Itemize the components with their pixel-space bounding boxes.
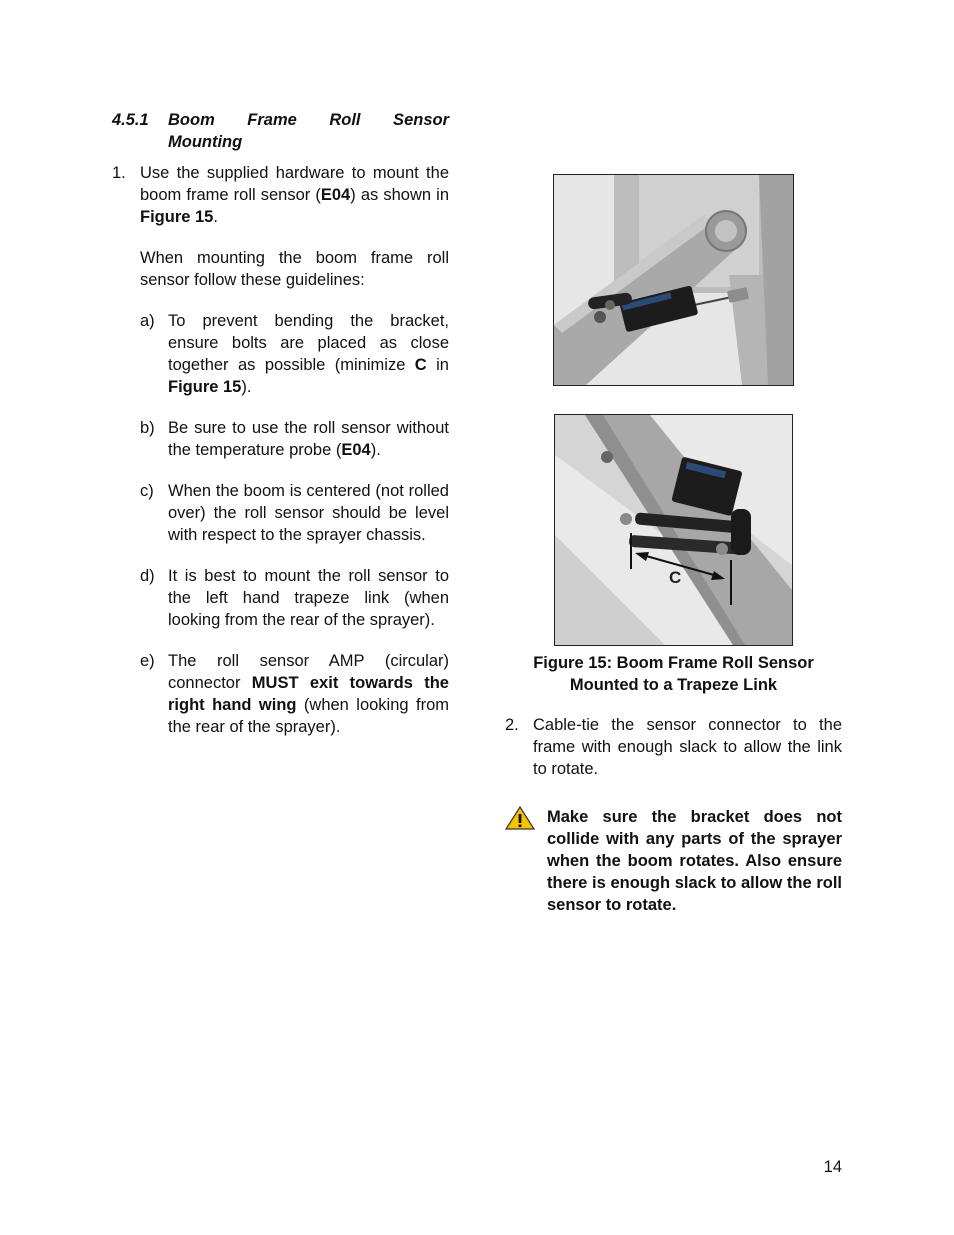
warning-text: Make sure the bracket does not collide with any parts of the sprayer when the boom rotates. Also ensure there is enough slack to allow the roll sensor to rotate.	[547, 808, 842, 914]
step-2-marker: 2.	[505, 716, 519, 734]
step-1-code: E04	[320, 186, 351, 204]
guideline-b-text-a: Be sure to use the roll sensor without the temperature probe (	[168, 419, 449, 459]
page-number: 14	[823, 1158, 842, 1176]
guideline-c-text: When the boom is centered (not rolled over) the roll sensor should be level with respect to the sprayer chassis.	[168, 482, 449, 544]
guideline-a	[140, 310, 449, 398]
section-title-line2: Mounting	[168, 133, 243, 151]
section-number: 4.5.1	[112, 111, 149, 129]
guideline-a-marker: a)	[140, 312, 155, 330]
guideline-a-text	[168, 310, 449, 398]
guideline-b-text-b: ).	[370, 441, 381, 459]
step-1-text	[140, 162, 449, 228]
guideline-e-text-b: (when looking from the rear of the sprayer).	[168, 696, 449, 736]
step-2-text: Cable-tie the sensor connector to the frame with enough slack to allow the link to rotate.	[533, 716, 842, 778]
guideline-e-bold: MUST exit towards the right hand wing	[168, 674, 449, 714]
guidelines-intro: When mounting the boom frame roll sensor follow these guidelines:	[140, 249, 449, 289]
figure-caption-line2: Mounted to a Trapeze Link	[569, 676, 778, 694]
guideline-b	[140, 417, 449, 461]
step-1-text-a: Use the supplied hardware to mount the boom frame roll sensor (	[140, 164, 449, 204]
sensor-frame-illustration	[554, 175, 793, 385]
warning-icon	[505, 806, 547, 916]
guideline-e-text	[168, 650, 449, 738]
section-heading	[112, 109, 449, 153]
guideline-b-marker: b)	[140, 419, 155, 437]
guideline-c-marker: c)	[140, 482, 154, 500]
bracket-dimension-illustration	[555, 415, 792, 645]
guideline-c	[140, 480, 449, 546]
guideline-a-text-a: To prevent bending the bracket, ensure bolts are placed as close together as possible (minimize	[168, 312, 449, 374]
guideline-e-marker: e)	[140, 652, 155, 670]
figure-caption-line1: Figure 15: Boom Frame Roll Sensor	[533, 654, 814, 672]
guideline-a-figref: Figure 15	[168, 378, 242, 396]
guideline-a-letter: C	[414, 356, 427, 374]
guideline-d-text: It is best to mount the roll sensor to the left hand trapeze link (when looking from the rear of the sprayer).	[168, 567, 449, 629]
figure-15-photo-top	[553, 174, 794, 386]
guideline-b-text	[168, 417, 449, 461]
figure-caption	[505, 652, 842, 696]
step-1-text-c: .	[213, 208, 218, 226]
dimension-c-label: C	[669, 568, 682, 587]
section-title-line1: Boom Frame Roll Sensor	[168, 111, 449, 129]
section-title	[168, 109, 449, 153]
guideline-e-text-a: The roll sensor AMP (circular) connector	[168, 652, 449, 692]
guideline-b-code: E04	[341, 441, 371, 459]
guideline-a-text-c: ).	[241, 378, 252, 396]
guideline-e	[140, 650, 449, 738]
left-column	[112, 109, 449, 738]
step-1-text-b: ) as shown in	[350, 186, 449, 204]
figure-15-photo-bottom	[554, 414, 793, 646]
guideline-d-marker: d)	[140, 567, 155, 585]
step-1-figref: Figure 15	[140, 208, 214, 226]
guideline-d	[140, 565, 449, 631]
step-1	[112, 162, 449, 228]
guideline-a-text-b: in	[426, 356, 449, 374]
warning-note	[505, 806, 842, 916]
step-2	[505, 714, 842, 780]
step-1-marker: 1.	[112, 164, 126, 182]
